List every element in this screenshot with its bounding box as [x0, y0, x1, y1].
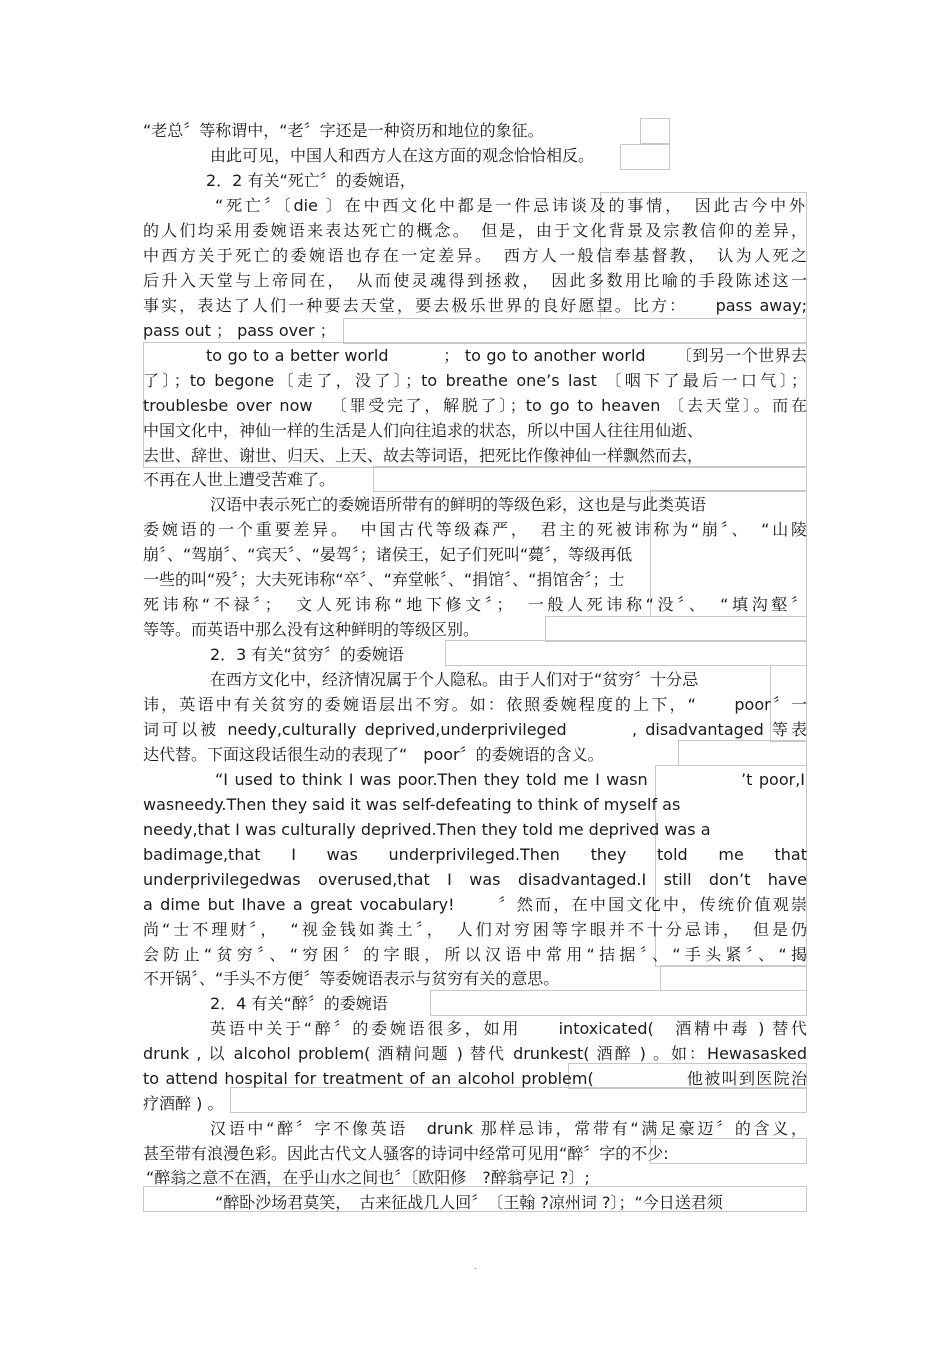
section-heading: 2．3 有关“贫穷〞的委婉语 [210, 645, 404, 664]
text-line: 一些的叫“殁〞；大夫死讳称“卒〞、“弃堂帐〞、“捐馆〞、“捐馆舍〞；士 [143, 570, 625, 589]
text-line: 甚至带有浪漫色彩。因此古代文人骚客的诗词中经常可见用“醉〞字的不少: [143, 1144, 669, 1163]
text-line: 不开锅〞、“手头不方便〞等委婉语表示与贫穷有关的意思。 [143, 969, 560, 988]
section-heading: 2．2 有关“死亡〞的委婉语， [206, 171, 416, 190]
text-line: wasneedy.Then they said it was self-defeating to think of myself as [143, 795, 681, 814]
text-line: 达代替。下面这段话很生动的表现了“ poor〞的委婉语的含义。 [143, 745, 604, 764]
text-line: 委婉语的一个重要差异。 中国古代等级森严， 君主的死被讳称为“崩〞、 “山陵 [143, 520, 807, 539]
text-line: to attend hospital for treatment of an alcohol problem( 他被叫到医院治 [143, 1069, 807, 1088]
text-line: a dime but Ihave a great vocabulary! 〞然而，在中国文化中，传统价值观崇 [143, 895, 807, 914]
text-line: 会防止“贫穷〞、“穷困〞的字眼，所以汉语中常用“拮据〞、“手头紧〞、“揭 [143, 945, 807, 964]
text-line: 后升入天堂与上帝同在， 从而使灵魂得到拯救， 因此多数用比喻的手段陈述这一 [143, 271, 807, 290]
text-line: to go to a better world ； to go to another world 〔到另一个世界去 [206, 346, 807, 365]
text-line: 汉语中“醉〞字不像英语 drunk 那样忌讳，常带有“满足豪迈〞的含义， [210, 1119, 807, 1138]
text-line: 崩〞、“驾崩〞、“宾天〞、“晏驾〞；诸侯王，妃子们死叫“薨〞，等级再低 [143, 545, 633, 564]
text-line: 在西方文化中，经济情况属于个人隐私。由于人们对于“贫穷〞十分忌 [210, 670, 699, 689]
text-line: 事实，表达了人们一种要去天堂，要去极乐世界的良好愿望。比方： pass away; [143, 296, 807, 315]
quote-line: “醉翁之意不在酒，在乎山水之间也〞〔欧阳修 ?醉翁亭记 ?〕; [146, 1168, 590, 1187]
text-line: 不再在人世上遭受苦难了。 [143, 470, 336, 489]
text-line: 了〕；to begone〔走了，没了〕；to breathe one’s last 〔咽下了最后一口气〕； [143, 371, 807, 390]
text-line: 讳，英语中有关贫穷的委婉语层出不穷。如：依照委婉程度的上下，“ poor〞一 [143, 695, 807, 714]
text-line: 尚“士不理财〞， “视金钱如粪土〞， 人们对穷困等字眼并不十分忌讳， 但是仍 [143, 920, 807, 939]
text-line: 去世、辞世、谢世、归天、上天、故去等词语，把死比作像神仙一样飘然而去， [143, 446, 704, 465]
text-line: underprivilegedwas overused,that I was disadvantaged.I still don’t have [143, 870, 807, 889]
text-line: 中国文化中，神仙一样的生活是人们向往追求的状态，所以中国人往往用仙逝、 [143, 421, 704, 440]
text-line: “死亡〞〔die 〕在中西文化中都是一件忌讳谈及的事情， 因此古今中外 [215, 196, 805, 215]
text-line: 死讳称“不禄〞； 文人死讳称“地下修文〞； 一般人死讳称“没〞、 “填沟壑〞 [143, 595, 807, 614]
text-line: troublesbe over now 〔罪受完了，解脱了〕；to go to heaven 〔去天堂〕。而在 [143, 396, 807, 415]
text-line: 疗酒醉 ) 。 [143, 1094, 224, 1113]
section-heading: 2．4 有关“醉〞的委婉语 [210, 994, 388, 1013]
text-line: drunk , 以 alcohol problem( 酒精问题 ) 替代 drunkest( 酒醉 ) 。如：Hewasasked [143, 1044, 807, 1063]
text-line: 词可以被 needy,culturally deprived,underprivileged , disadvantaged 等表 [143, 720, 807, 739]
page-footer-dot: . [474, 1262, 477, 1271]
text-line: “I used to think I was poor.Then they told me I wasn ’t poor,I [215, 770, 805, 789]
text-line: 汉语中表示死亡的委婉语所带有的鲜明的等级色彩，这也是与此类英语 [210, 495, 707, 514]
text-line: pass out ； pass over ； [143, 321, 336, 340]
quote-line: “醉卧沙场君莫笑， 古来征战几人回〞 〔王翰 ?凉州词 ?〕；“今日送君须 [215, 1193, 723, 1212]
text-line: needy,that I was culturally deprived.Then they told me deprived was a [143, 820, 711, 839]
text-line: “老总〞等称谓中，“老〞字还是一种资历和地位的象征。 [143, 121, 544, 140]
text-line: 中西方关于死亡的委婉语也存在一定差异。 西方人一般信奉基督教， 认为人死之 [143, 246, 807, 265]
text-line: badimage,that I was underprivileged.Then they told me that [143, 845, 807, 864]
text-line: 等等。而英语中那么没有这种鲜明的等级区别。 [143, 620, 480, 639]
text-line: 的人们均采用委婉语来表达死亡的概念。 但是，由于文化背景及宗教信仰的差异， [143, 221, 807, 240]
text-line: 由此可见，中国人和西方人在这方面的观念恰恰相反。 [210, 146, 595, 165]
text-line: 英语中关于“醉〞的委婉语很多，如用 intoxicated( 酒精中毒 ) 替代 [210, 1019, 807, 1038]
